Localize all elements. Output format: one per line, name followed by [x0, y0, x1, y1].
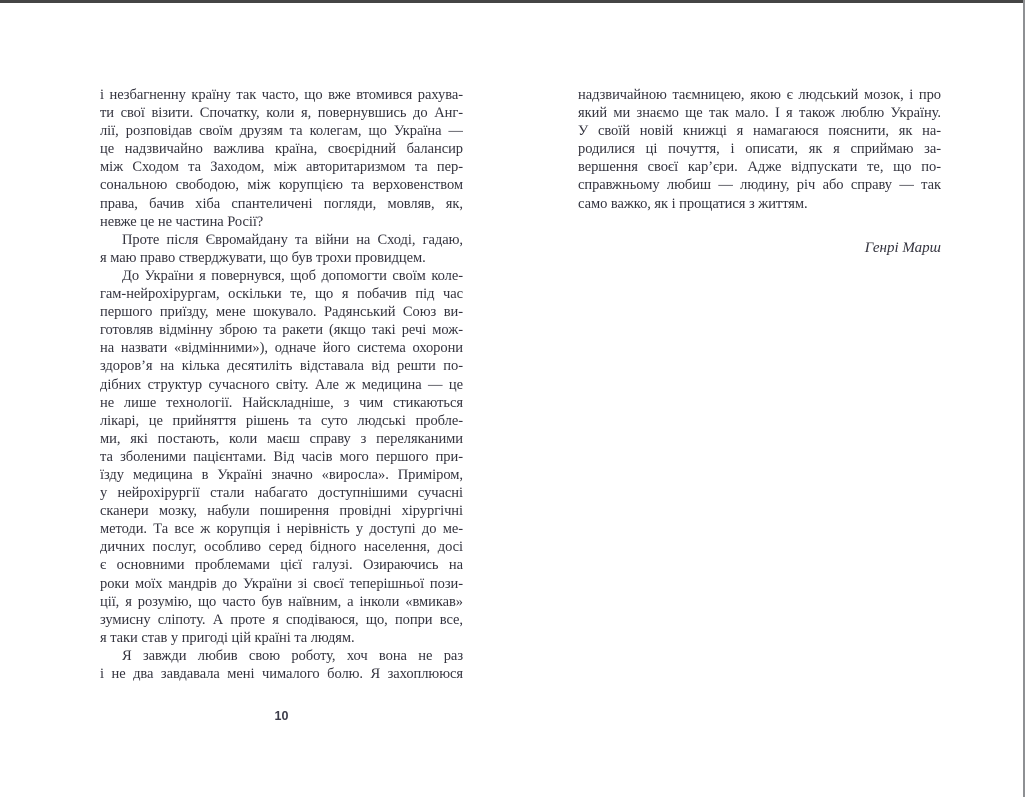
- text-line: на назвати «відмінними»), одначе його система охорони: [100, 340, 463, 357]
- text-line: У своїй новій книжці я намагаюся пояснити, як на-: [578, 123, 941, 140]
- text-line: родилися ці почуття, і описати, як я сприймаю за-: [578, 141, 941, 158]
- text-line: лікарі, це прийняття рішень та суто людські пробле-: [100, 412, 463, 429]
- text-line: само важко, як і прощатися з життям.: [578, 195, 808, 212]
- text-line: невже це не частина Росії?: [100, 213, 264, 230]
- text-line: роки моїх мандрів до України зі своєї теперішньої пози-: [100, 575, 463, 592]
- text-line: я маю право стверджувати, що був трохи провидцем.: [100, 249, 426, 266]
- left-page-text: [100, 86, 463, 683]
- text-line: дичних послуг, особливо серед бідного населення, досі: [100, 539, 463, 556]
- text-line: є основними проблемами цієї галузі. Озираючись на: [100, 557, 463, 574]
- text-line: гам-нейрохірургам, оскільки те, що я побачив під час: [100, 286, 463, 303]
- text-line: зумисну сліпоту. А проте я сподіваюся, що, попри все,: [100, 611, 463, 628]
- text-line: я таки став у пригоді цій країні та людям.: [100, 629, 355, 646]
- text-line: це надзвичайно важлива країна, своєрідний балансир: [100, 141, 463, 158]
- text-line: Я завжди любив свою роботу, хоч вона не раз: [122, 647, 463, 664]
- text-line: готовляв відмінну зброю та ракети (якщо такі речі мож-: [100, 322, 463, 339]
- text-line: і незбагненну країну так часто, що вже втомився рахува-: [100, 87, 463, 103]
- right-page: [578, 86, 941, 766]
- left-page: [100, 86, 463, 766]
- text-line: сональною свободою, між корупцією та верховенством: [100, 177, 463, 194]
- author-signature: Генрі Марш: [864, 239, 941, 256]
- text-line: між Сходом та Заходом, між авторитаризмом та пер-: [100, 159, 463, 176]
- text-line: Проте після Євромайдану та війни на Сході, гадаю,: [122, 231, 463, 248]
- right-page-text: [578, 86, 941, 213]
- text-line: вершення своєї кар’єри. Адже відпускати те, що по-: [578, 159, 941, 176]
- top-window-edge: [0, 0, 1025, 3]
- text-line: у нейрохірургії стали набагато доступнішими сучасні: [100, 485, 463, 502]
- text-line: і не два завдавала мені чималого болю. Я захоплююся: [100, 666, 463, 682]
- text-line: лії, розповідав своїм друзям та колегам, що Україна —: [100, 123, 463, 140]
- text-line: ції, я розумію, що часто був наївним, а інколи «вмикав»: [100, 593, 463, 610]
- text-line: сканери мозку, набули поширення провідні хірургічні: [100, 503, 463, 520]
- text-line: дібних структур сучасного світу. Але ж медицина — це: [100, 376, 463, 393]
- text-line: їзду медицина в Україні значно «виросла». Приміром,: [100, 466, 463, 483]
- text-line: здоров’я на кілька десятиліть відставала від решти по-: [100, 358, 463, 375]
- text-line: не лише технології. Найскладніше, з чим стикаються: [100, 394, 463, 411]
- text-line: методи. Та все ж корупція і нерівність у доступі до ме-: [100, 521, 463, 538]
- text-line: ти свої візити. Спочатку, коли я, повернувшись до Анг-: [100, 105, 463, 122]
- text-line: надзвичайною таємницею, якою є людський мозок, і про: [578, 87, 941, 103]
- text-line: який ми знаємо ще так мало. І я також люблю Україну.: [578, 105, 941, 122]
- text-line: та зболеними пацієнтами. Від часів мого першого при-: [100, 448, 463, 465]
- text-line: права, бачив хіба спантеличені погляди, мовляв, як,: [100, 195, 463, 212]
- text-line: До України я повернувся, щоб допомогти своїм коле-: [122, 267, 463, 284]
- text-line: першого приїзду, мене шокувало. Радянський Союз ви-: [100, 304, 463, 321]
- text-line: справжньому любиш — людину, річ або справу — так: [578, 177, 941, 194]
- page-number: 10: [274, 709, 289, 723]
- text-line: ми, які постають, коли маєш справу з переляканими: [100, 430, 463, 447]
